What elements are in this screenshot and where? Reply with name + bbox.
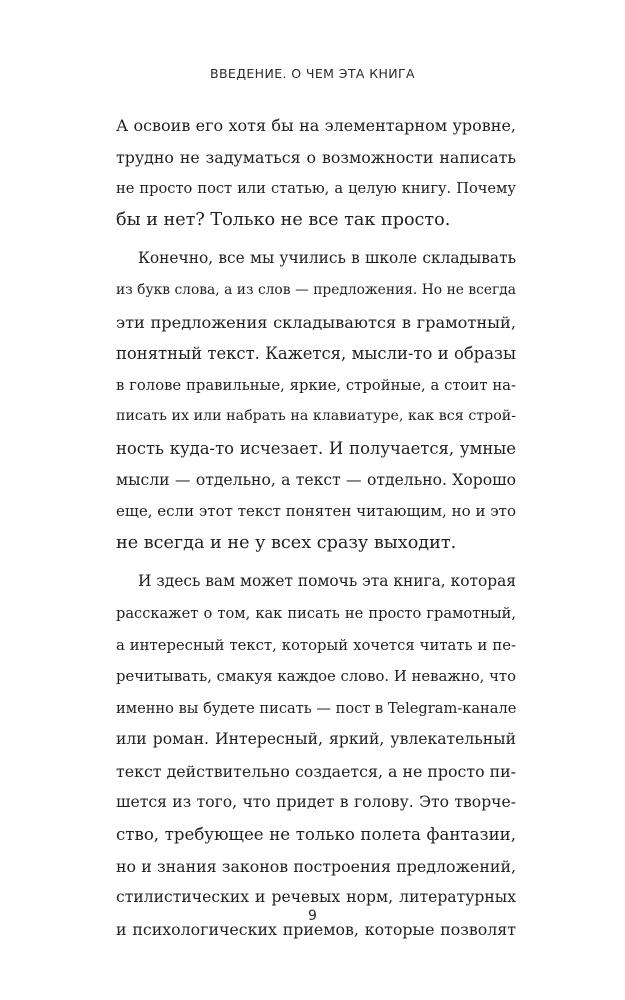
paragraph-gap (116, 559, 516, 566)
paragraph-1 (116, 110, 516, 236)
text-line: а интересный текст, который хочется читать и пе- (116, 636, 516, 654)
text-line: но и знания законов построения предложений, (116, 856, 516, 876)
text-line: Конечно, все мы учились в школе складывать (138, 249, 516, 268)
text-line: трудно не задуматься о возможности написать (116, 147, 516, 167)
text-line: из букв слова, а из слов — предложения. Но не всегда (116, 281, 516, 298)
text-line: в голове правильные, яркие, стройные, а стоит на- (116, 376, 516, 394)
text-line: и психологических приемов, которые позволят (116, 919, 516, 939)
text-line: эти предложения складываются в грамотный, (116, 312, 516, 332)
running-header: ВВЕДЕНИЕ. О ЧЕМ ЭТА КНИГА (209, 66, 416, 81)
text-line: понятный текст. Кажется, мысли-то и образы (116, 344, 516, 364)
text-line: именно вы будете писать — пост в Telegram-канале (116, 699, 516, 717)
text-line: ность куда-то исчезает. И получается, умные (116, 438, 516, 458)
text-line: речитывать, смакуя каждое слово. И неважно, что (116, 668, 516, 686)
text-line: не всегда и не у всех сразу выходит. (116, 532, 457, 553)
text-line: ство, требующее не только полета фантазии, (116, 825, 516, 845)
text-line: еще, если этот текст понятен читающим, но и это (116, 502, 516, 521)
page-number: 9 (308, 908, 317, 924)
text-line: И здесь вам может помочь эта книга, которая (138, 572, 516, 591)
text-line: шется из того, что придет в голову. Это творче- (116, 793, 516, 812)
text-line: мысли — отдельно, а текст — отдельно. Хорошо (116, 470, 516, 489)
text-line: текст действительно создается, а не просто пи- (116, 761, 516, 781)
paragraph-gap (116, 236, 516, 243)
text-line: или роман. Интересный, яркий, увлекательный (116, 730, 516, 749)
text-line: писать их или набрать на клавиатуре, как вся строй- (116, 408, 516, 425)
body-text (116, 110, 516, 945)
text-line: стилистических и речевых норм, литературных (116, 888, 516, 907)
paragraph-3 (116, 566, 516, 945)
text-line: А освоив его хотя бы на элементарном уровне, (116, 116, 516, 135)
text-line: бы и нет? Только не все так просто. (116, 209, 451, 230)
text-line: не просто пост или статью, а целую книгу. Почему (116, 180, 516, 198)
text-line: расскажет о том, как писать не просто грамотный, (116, 604, 516, 622)
paragraph-2 (116, 243, 516, 559)
